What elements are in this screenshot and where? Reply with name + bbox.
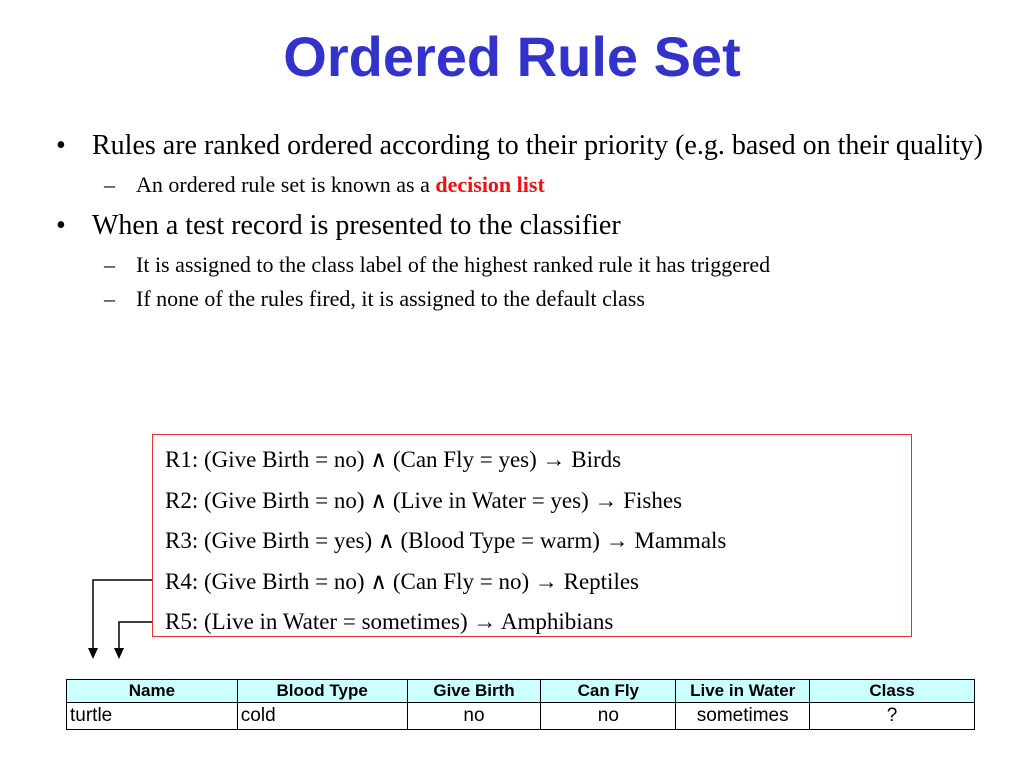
cell-can-fly: no bbox=[541, 703, 676, 730]
sub-bullet-text: It is assigned to the class label of the highest ranked rule it has triggered bbox=[136, 252, 771, 277]
cell-name: turtle bbox=[67, 703, 238, 730]
sub-bullet-text: If none of the rules fired, it is assigned to the default class bbox=[136, 286, 645, 311]
bullet-text: Rules are ranked ordered according to their priority (e.g. based on their quality) bbox=[92, 130, 984, 161]
bullet-text: When a test record is presented to the classifier bbox=[92, 210, 621, 241]
rule-r3: R3: (Give Birth = yes) ∧ (Blood Type = warm) → Mammals bbox=[165, 528, 727, 553]
sub-bullet-marker: – bbox=[104, 172, 115, 197]
header-class: Class bbox=[810, 680, 975, 703]
header-name: Name bbox=[67, 680, 238, 703]
decision-list-highlight: decision list bbox=[435, 172, 545, 197]
sub-bullet-marker: – bbox=[104, 286, 115, 311]
cell-blood-type: cold bbox=[237, 703, 407, 730]
rule-r1: R1: (Give Birth = no) ∧ (Can Fly = yes) → Birds bbox=[165, 447, 622, 472]
rule-r5: R5: (Live in Water = sometimes) → Amphibians bbox=[165, 609, 614, 634]
header-give-birth: Give Birth bbox=[407, 680, 541, 703]
table-row bbox=[67, 703, 975, 730]
slide-title: Ordered Rule Set bbox=[283, 25, 741, 88]
r4-arrow-connector bbox=[88, 580, 152, 659]
cell-live-in-water: sometimes bbox=[676, 703, 810, 730]
header-blood-type: Blood Type bbox=[237, 680, 407, 703]
header-can-fly: Can Fly bbox=[541, 680, 676, 703]
r5-arrow-connector bbox=[114, 622, 152, 659]
sub-bullet-marker: – bbox=[104, 252, 115, 277]
rule-r2: R2: (Give Birth = no) ∧ (Live in Water = yes) → Fishes bbox=[165, 487, 683, 513]
test-record-table bbox=[66, 679, 975, 730]
cell-give-birth: no bbox=[407, 703, 541, 730]
cell-class: ? bbox=[810, 703, 975, 730]
table-header-row bbox=[67, 680, 975, 703]
bullet-marker: • bbox=[56, 130, 66, 161]
header-live-in-water: Live in Water bbox=[676, 680, 810, 703]
rule-r4: R4: (Give Birth = no) ∧ (Can Fly = no) → Reptiles bbox=[165, 568, 639, 594]
sub-bullet-text: An ordered rule set is known as a bbox=[136, 172, 436, 197]
bullet-marker: • bbox=[56, 210, 66, 241]
